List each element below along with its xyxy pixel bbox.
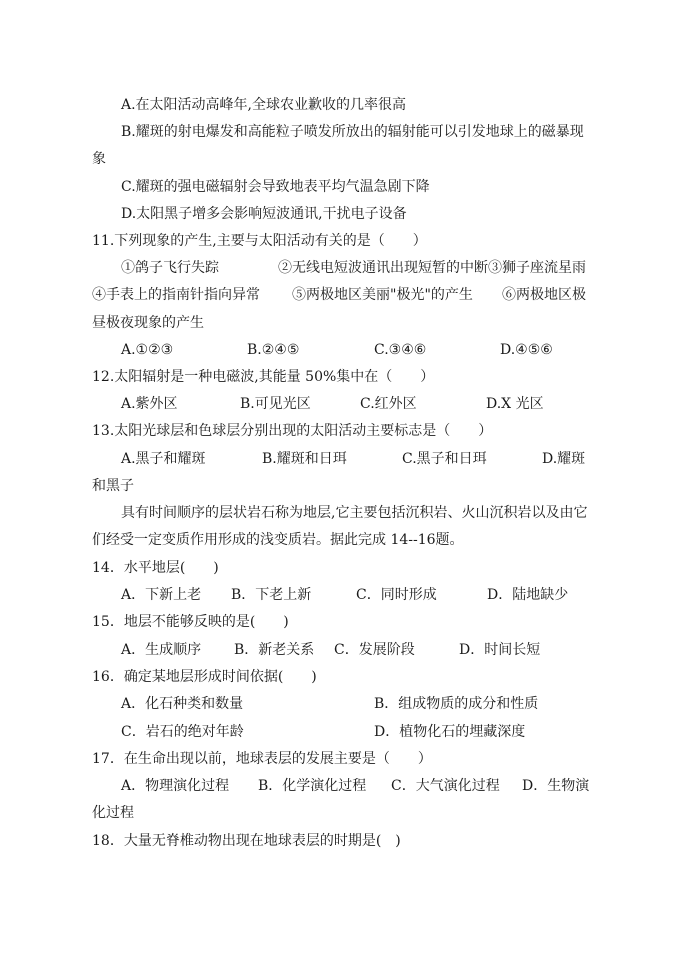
q11-item-6-cont: 昼极夜现象的产生: [92, 315, 204, 331]
q16-option-b: B．组成物质的成分和性质: [374, 696, 539, 712]
q12-option-d: D.X 光区: [486, 396, 544, 412]
q14-stem: 14．水平地层( ): [92, 560, 219, 576]
q13-option-a: A.黑子和耀斑: [121, 451, 206, 467]
q14-option-a: A．下新上老: [121, 587, 202, 603]
q11-option-c: C.③④⑥: [374, 342, 427, 358]
passage-line-1: 具有时间顺序的层状岩石称为地层,它主要包括沉积岩、火山沉积岩以及由它: [121, 505, 588, 521]
passage-line-2: 们经受一定变质作用形成的浅变质岩。据此完成 14--16题。: [92, 532, 464, 548]
q15-option-b: B．新老关系: [234, 642, 315, 658]
q10-option-a: A.在太阳活动高峰年,全球农业歉收的几率很高: [121, 97, 407, 113]
q16-option-a: A．化石种类和数量: [121, 696, 244, 712]
q17-option-d-cont: 化过程: [92, 805, 134, 821]
q17-option-a: A．物理演化过程: [121, 778, 230, 794]
q11-item-3: ③狮子座流星雨: [488, 260, 586, 276]
q11-item-1: ①鸽子飞行失踪: [121, 260, 219, 276]
q17-option-b: B．化学演化过程: [258, 778, 367, 794]
q11-option-a: A.①②③: [121, 342, 174, 358]
q14-option-d: D．陆地缺少: [487, 587, 569, 603]
q11-item-6: ⑥两极地区极: [502, 287, 586, 303]
q15-option-c: C．发展阶段: [334, 642, 415, 658]
q10-option-c: C.耀斑的强电磁辐射会导致地表平均气温急剧下降: [121, 179, 430, 195]
q12-option-b: B.可见光区: [240, 396, 311, 412]
q17-stem: 17．在生命出现以前，地球表层的发展主要是（ ）: [92, 751, 432, 767]
q16-stem: 16．确定某地层形成时间依据( ): [92, 669, 317, 685]
q14-option-b: B．下老上新: [231, 587, 312, 603]
q14-option-c: C．同时形成: [356, 587, 437, 603]
q13-option-c: C.黑子和日珥: [402, 451, 487, 467]
q15-option-a: A．生成顺序: [121, 642, 202, 658]
q17-option-d: D．生物演: [522, 778, 590, 794]
q17-option-c: C．大气演化过程: [391, 778, 500, 794]
q10-option-b-line1: B.耀斑的射电爆发和高能粒子喷发所放出的辐射能可以引发地球上的磁暴现: [121, 124, 584, 140]
q11-option-d: D.④⑤⑥: [500, 342, 553, 358]
q18-stem: 18．大量无脊椎动物出现在地球表层的时期是( ): [92, 833, 401, 849]
q16-option-c: C．岩石的绝对年龄: [121, 724, 244, 740]
q13-option-b: B.耀斑和日珥: [262, 451, 347, 467]
q13-option-d: D.耀斑: [542, 451, 586, 467]
q16-option-d: D．植物化石的埋藏深度: [374, 724, 526, 740]
q15-option-d: D．时间长短: [459, 642, 541, 658]
q10-option-b-line2: 象: [92, 151, 106, 167]
q11-stem: 11.下列现象的产生,主要与太阳活动有关的是（ ）: [92, 233, 427, 249]
q11-item-2: ②无线电短波通讯出现短暂的中断: [278, 260, 488, 276]
q11-item-4: ④手表上的指南针指向异常: [92, 287, 260, 303]
q13-option-d-cont: 和黑子: [92, 478, 134, 494]
q12-option-c: C.红外区: [360, 396, 417, 412]
q10-option-d: D.太阳黑子增多会影响短波通讯,干扰电子设备: [121, 206, 407, 222]
q15-stem: 15．地层不能够反映的是( ): [92, 614, 289, 630]
q13-stem: 13.太阳光球层和色球层分别出现的太阳活动主要标志是（ ）: [92, 423, 493, 439]
q11-item-5: ⑤两极地区美丽"极光"的产生: [292, 287, 473, 303]
q11-option-b: B.②④⑤: [247, 342, 300, 358]
q12-stem: 12.太阳辐射是一种电磁波,其能量 50%集中在（ ）: [92, 369, 435, 385]
q12-option-a: A.紫外区: [121, 396, 178, 412]
